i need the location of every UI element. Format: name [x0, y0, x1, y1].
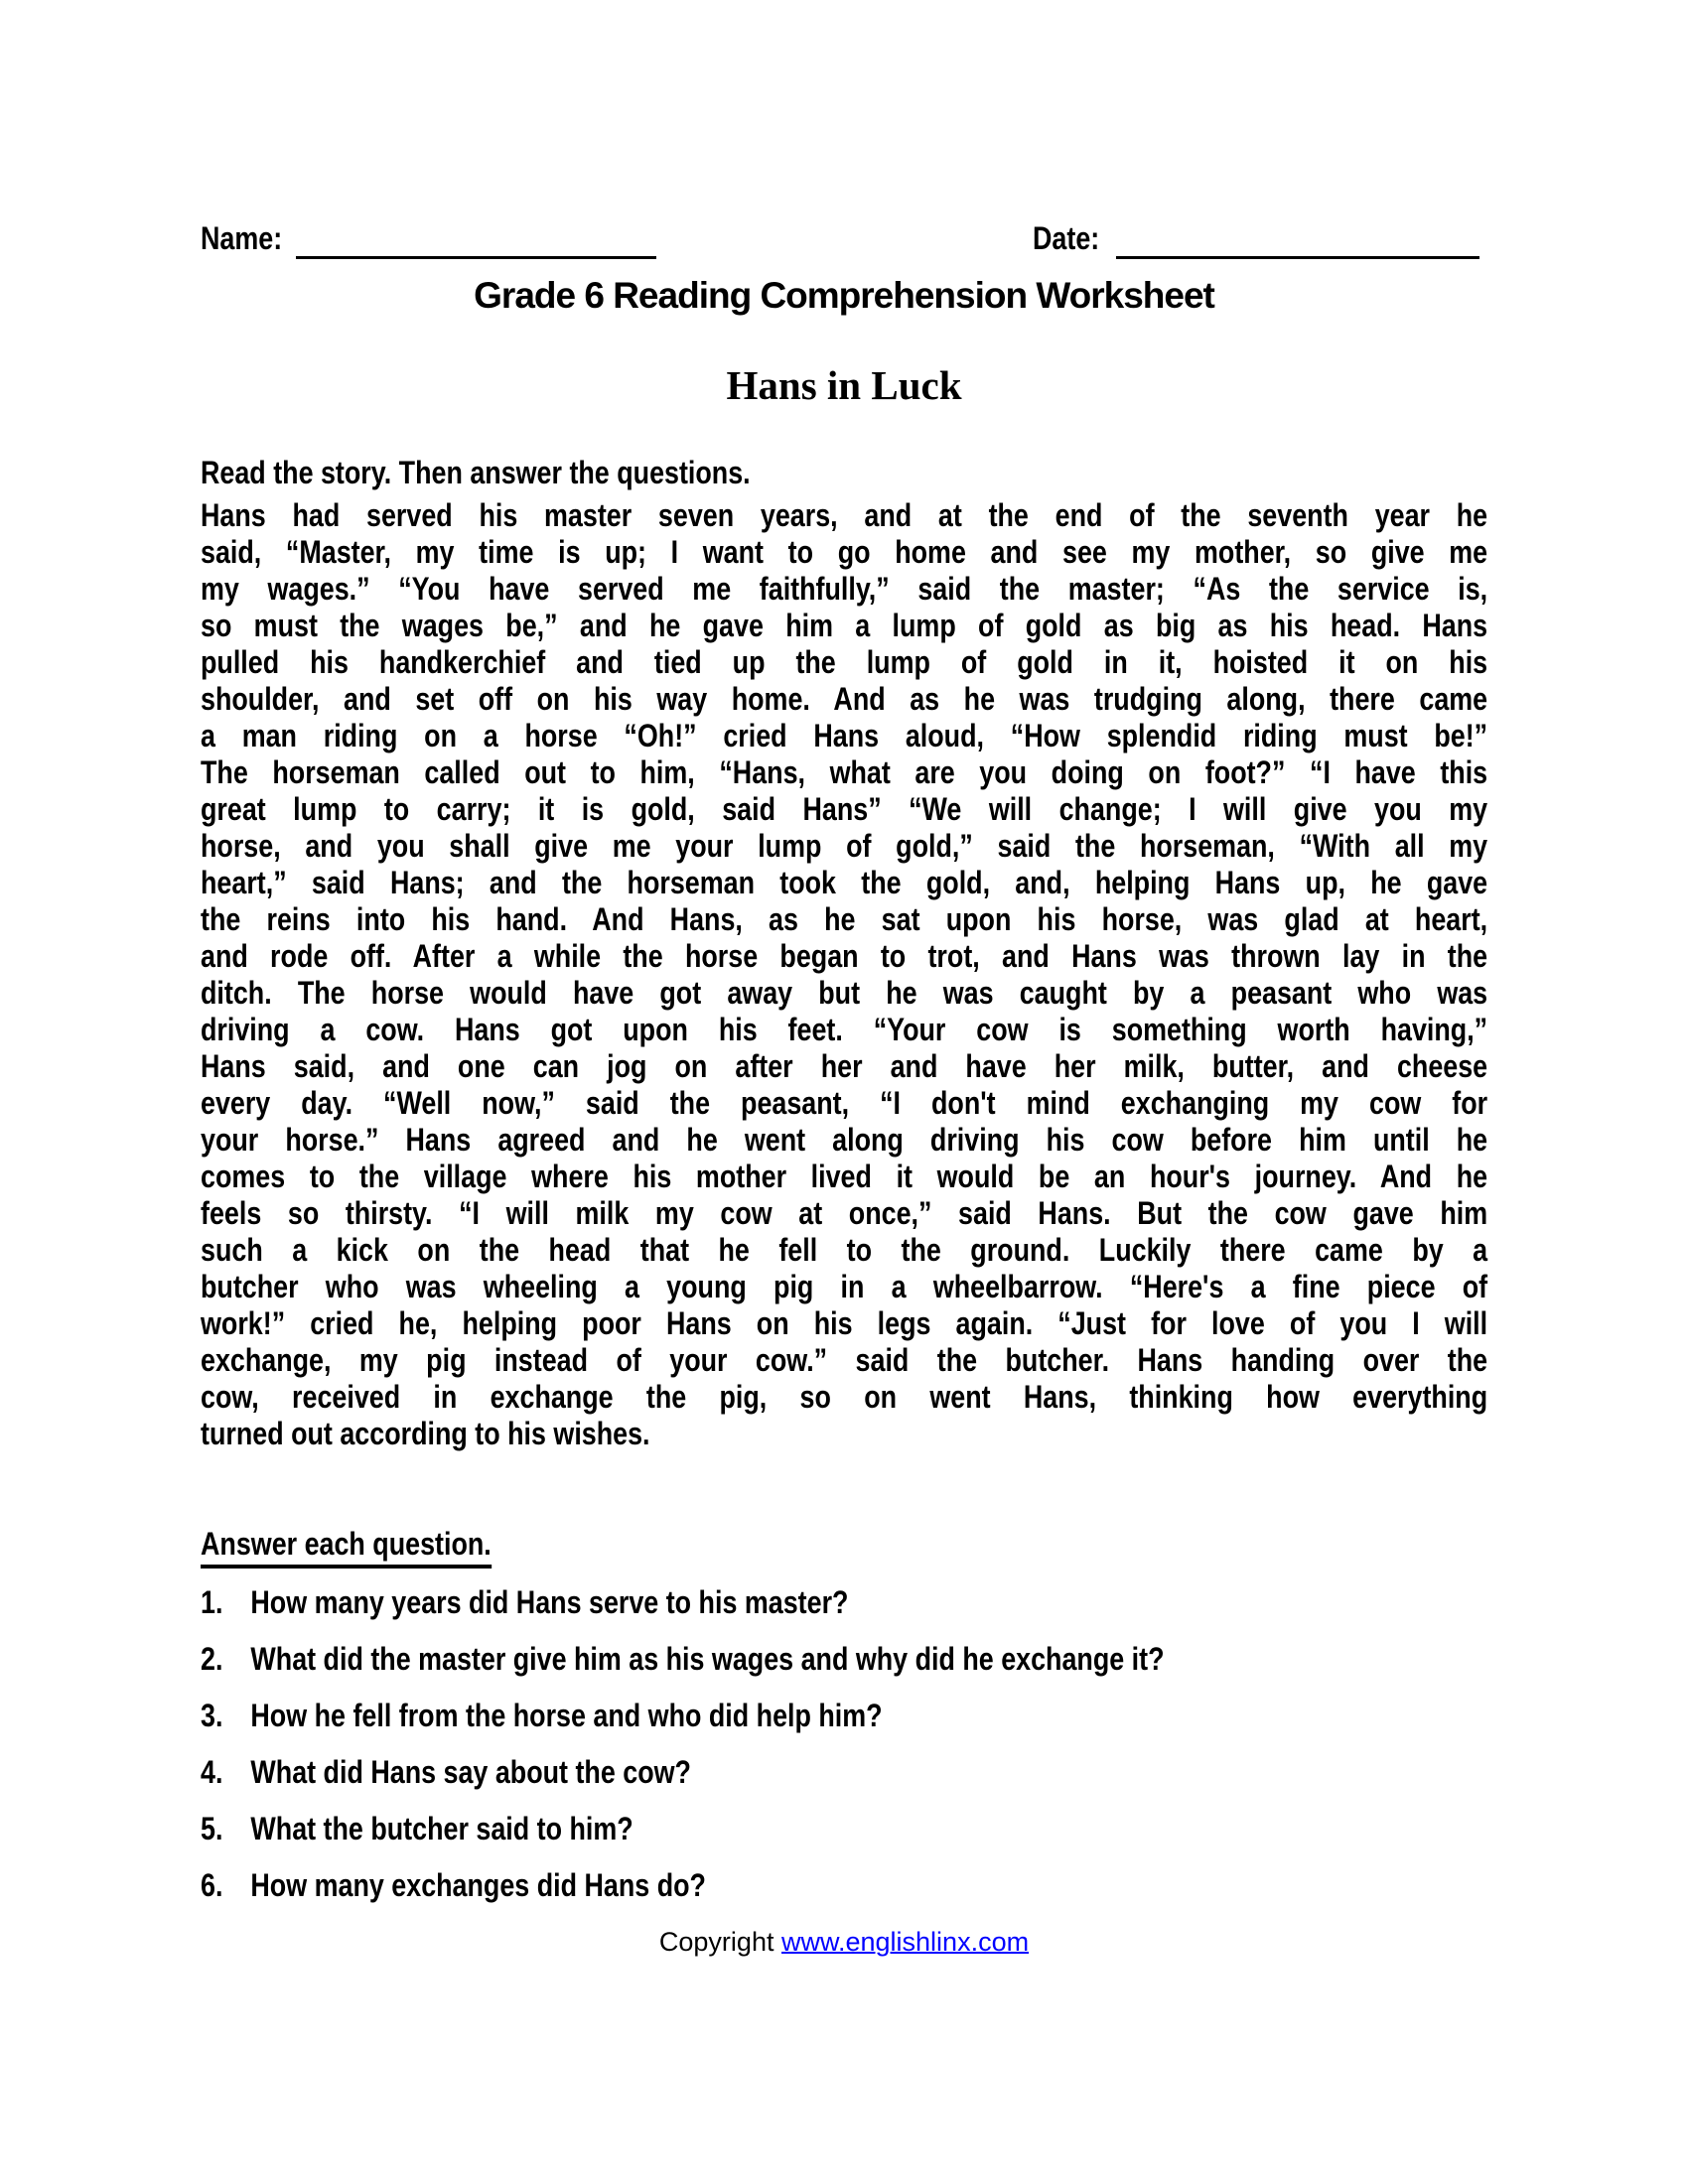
story-line: ditch. The horse would have got away but he was caught by a peasant who was	[201, 975, 1488, 1011]
story-line: turned out according to his wishes.	[201, 1416, 650, 1451]
question-text: How he fell from the horse and who did help him?	[250, 1698, 883, 1733]
question-row	[201, 1584, 1487, 1621]
story-line: feels so thirsty. “I will milk my cow at once,” said Hans. But the cow gave him	[201, 1195, 1488, 1231]
date-write-line	[1116, 222, 1479, 259]
story-line: heart,” said Hans; and the horseman took the gold, and, helping Hans up, he gave	[201, 865, 1488, 900]
story-line: so must the wages be,” and he gave him a lump of gold as big as his head. Hans	[201, 608, 1488, 643]
story-line: great lump to carry; it is gold, said Hans” “We will change; I will give you my	[201, 791, 1488, 827]
story-line: such a kick on the head that he fell to the ground. Luckily there came by a	[201, 1232, 1488, 1268]
question-text: How many exchanges did Hans do?	[250, 1867, 706, 1903]
question-number: 5.	[201, 1811, 223, 1846]
story-line: the reins into his hand. And Hans, as he sat upon his horse, was glad at heart,	[201, 901, 1488, 937]
story-line: every day. “Well now,” said the peasant, “I don't mind exchanging my cow for	[201, 1085, 1488, 1121]
story-line: Hans said, and one can jog on after her and have her milk, butter, and cheese	[201, 1048, 1488, 1084]
story-line: work!” cried he, helping poor Hans on his legs again. “Just for love of you I will	[201, 1305, 1488, 1341]
copyright-line	[0, 1926, 1688, 1958]
copyright-link[interactable]: www.englishlinx.com	[780, 1927, 1030, 1957]
question-row	[201, 1641, 1487, 1678]
story-line: your horse.” Hans agreed and he went along driving his cow before him until he	[201, 1122, 1488, 1158]
question-number: 3.	[201, 1698, 223, 1733]
question-row	[201, 1698, 1487, 1734]
question-text: How many years did Hans serve to his master?	[250, 1584, 849, 1620]
question-text: What did the master give him as his wages and why did he exchange it?	[250, 1641, 1165, 1677]
story-line: comes to the village where his mother lived it would be an hour's journey. And he	[201, 1159, 1488, 1194]
instructions-text: Read the story. Then answer the questions.	[201, 455, 751, 490]
story-line: pulled his handkerchief and tied up the lump of gold in it, hoisted it on his	[201, 644, 1488, 680]
story-line: cow, received in exchange the pig, so on went Hans, thinking how everything	[201, 1379, 1488, 1415]
story-line: and rode off. After a while the horse began to trot, and Hans was thrown lay in the	[201, 938, 1488, 974]
story-line: driving a cow. Hans got upon his feet. “Your cow is something worth having,”	[201, 1012, 1488, 1047]
story-line: butcher who was wheeling a young pig in a wheelbarrow. “Here's a fine piece of	[201, 1269, 1488, 1304]
story-line: exchange, my pig instead of your cow.” said the butcher. Hans handing over the	[201, 1342, 1488, 1378]
copyright-text: Copyright	[658, 1927, 774, 1957]
name-write-line	[296, 222, 656, 259]
question-number: 4.	[201, 1754, 223, 1790]
question-number: 6.	[201, 1867, 223, 1903]
story-line: Hans had served his master seven years, and at the end of the seventh year he	[201, 497, 1488, 533]
question-number: 1.	[201, 1584, 223, 1620]
question-text: What did Hans say about the cow?	[250, 1754, 691, 1790]
story-line: The horseman called out to him, “Hans, what are you doing on foot?” “I have this	[201, 754, 1488, 790]
question-text: What the butcher said to him?	[250, 1811, 633, 1846]
story-line: shoulder, and set off on his way home. And as he was trudging along, there came	[201, 681, 1488, 717]
story-title: Hans in Luck	[726, 362, 962, 408]
question-row	[201, 1754, 1487, 1791]
question-row	[201, 1811, 1487, 1847]
name-label: Name:	[201, 220, 283, 256]
date-label: Date:	[1033, 220, 1100, 256]
story-line: horse, and you shall give me your lump of gold,” said the horseman, “With all my	[201, 828, 1488, 864]
question-number: 2.	[201, 1641, 223, 1677]
story-paragraph	[201, 497, 1487, 1452]
story-line: a man riding on a horse “Oh!” cried Hans aloud, “How splendid riding must be!”	[201, 718, 1488, 753]
question-row	[201, 1867, 1487, 1904]
answer-heading-text: Answer each question.	[201, 1526, 492, 1569]
story-line: my wages.” “You have served me faithfully,” said the master; “As the service is,	[201, 571, 1488, 607]
answer-heading	[201, 1526, 492, 1569]
question-list	[201, 1584, 1487, 1924]
worksheet-title: Grade 6 Reading Comprehension Worksheet	[474, 275, 1214, 316]
story-line: said, “Master, my time is up; I want to go home and see my mother, so give me	[201, 534, 1488, 570]
